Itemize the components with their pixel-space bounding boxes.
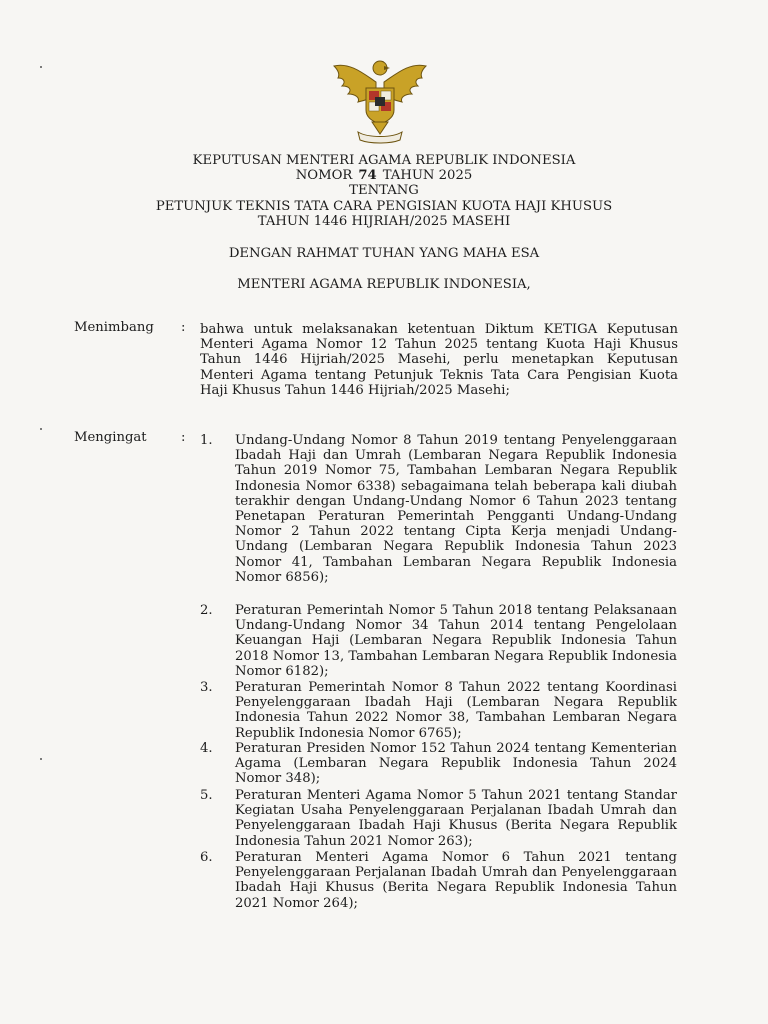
- scan-speck: [40, 428, 42, 430]
- decree-subject-year: TAHUN 1446 HIJRIAH/2025 MASEHI: [257, 214, 511, 229]
- list-item-text: Undang-Undang Nomor 8 Tahun 2019 tentang Penyelenggaraan Ibadah Haji dan Umrah (Lembaran Negara Republik Indonesia Tahun 2019 Nomor 75, Tambahan Lembaran Negara Republik Indonesia Nomor 6338) sebagaimana telah beberapa kali diubah terakhir dengan Undang-Undang Nomor 6 Tahun 2023 tentang Penetapan Peraturan Pemerintah Pengganti Undang-Undang Nomor 2 Tahun 2022 tentang Cipta Kerja menjadi Undang-Undang (Lembaran Negara Republik Indonesia Tahun 2023 Nomor 41, Tambahan Lembaran Negara Republik Indonesia Nomor 6856);: [235, 433, 677, 585]
- list-item-number: 4.: [200, 741, 213, 756]
- minister-line: MENTERI AGAMA REPUBLIK INDONESIA,: [237, 277, 531, 292]
- list-item-text: Peraturan Menteri Agama Nomor 6 Tahun 2021 tentang Penyelenggaraan Perjalanan Ibadah Umrah dan Penyelenggaraan Ibadah Haji Khusus (Berita Negara Republik Indonesia Tahun 2021 Nomor 264);: [235, 850, 677, 911]
- list-item-number: 3.: [200, 680, 213, 695]
- decree-title: KEPUTUSAN MENTERI AGAMA REPUBLIK INDONESIA: [192, 153, 576, 168]
- list-item-text: Peraturan Presiden Nomor 152 Tahun 2024 tentang Kementerian Agama (Lembaran Negara Republik Indonesia Tahun 2024 Nomor 348);: [235, 741, 677, 787]
- tahun-label: TAHUN 2025: [382, 168, 473, 183]
- list-item-text: Peraturan Pemerintah Nomor 5 Tahun 2018 tentang Pelaksanaan Undang-Undang Nomor 34 Tahun 2014 tentang Pengelolaan Keuangan Haji (Lembaran Negara Republik Indonesia Tahun 2018 Nomor 13, Tambahan Lembaran Negara Republik Indonesia Nomor 6182);: [235, 603, 678, 679]
- list-item-number: 1.: [200, 433, 213, 448]
- list-item-number: 2.: [200, 603, 213, 618]
- list-item-number: 5.: [200, 788, 213, 803]
- menimbang-colon: :: [181, 320, 186, 335]
- menimbang-label: Menimbang: [74, 320, 154, 335]
- decree-number-line: [0, 168, 768, 183]
- list-item-number: 6.: [200, 850, 213, 865]
- garuda-emblem-icon: [328, 52, 432, 144]
- decree-subject: PETUNJUK TEKNIS TATA CARA PENGISIAN KUOTA HAJI KHUSUS: [155, 199, 613, 214]
- scan-speck: [40, 758, 42, 760]
- scan-speck: [40, 66, 42, 68]
- mengingat-colon: :: [181, 430, 186, 445]
- nomor-label: NOMOR: [295, 168, 353, 183]
- menimbang-text: bahwa untuk melaksanakan ketentuan Diktum KETIGA Keputusan Menteri Agama Nomor 12 Tahun 2025 tentang Kuota Haji Khusus Tahun 1446 Hijriah/2025 Masehi, perlu menetapkan Keputusan Menteri Agama tentang Petunjuk Teknis Tata Cara Pengisian Kuota Haji Khusus Tahun 1446 Hijriah/2025 Masehi;: [200, 322, 678, 398]
- list-item-text: Peraturan Menteri Agama Nomor 5 Tahun 2021 tentang Standar Kegiatan Usaha Penyelenggaraan Perjalanan Ibadah Umrah dan Penyelenggaraan Ibadah Haji Khusus (Berita Negara Republik Indonesia Tahun 2021 Nomor 263);: [235, 788, 677, 849]
- tentang-line: TENTANG: [349, 183, 419, 198]
- mengingat-label: Mengingat: [74, 430, 147, 445]
- nomor-value: 74: [358, 168, 377, 183]
- invocation-line: DENGAN RAHMAT TUHAN YANG MAHA ESA: [228, 246, 540, 261]
- list-item-text: Peraturan Pemerintah Nomor 8 Tahun 2022 tentang Koordinasi Penyelenggaraan Ibadah Haji (Lembaran Negara Republik Indonesia Tahun 2022 Nomor 38, Tambahan Lembaran Negara Republik Indonesia Nomor 6765);: [235, 680, 677, 741]
